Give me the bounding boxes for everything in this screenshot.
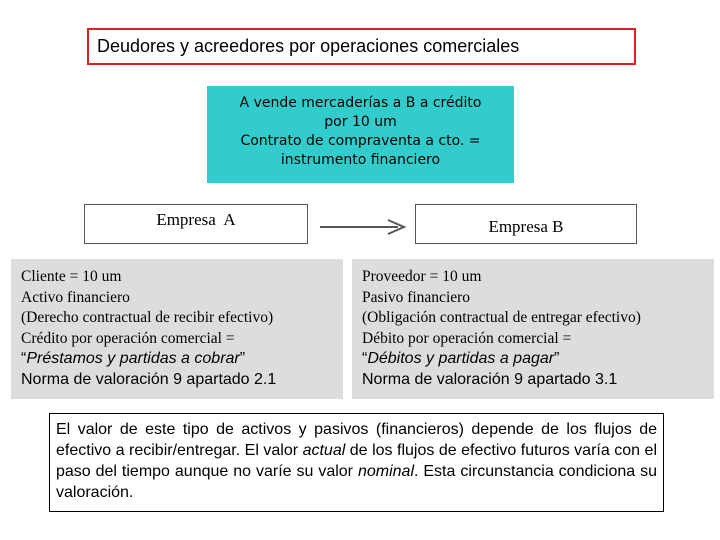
title-box (87, 28, 636, 65)
asset-right: (Derecho contractual de recibir efectivo) (21, 309, 274, 326)
company-b-detail (352, 259, 714, 399)
contract-line-1: A vende mercaderías a B a crédito (239, 95, 482, 111)
explanation-part-1: El valor de este tipo de activos y pasivos (financieros) depende de los flujos de efectivo a recibir/entregar. El valor (56, 421, 657, 459)
client-amount: Cliente = 10 um (21, 268, 122, 285)
company-b-box (415, 204, 637, 244)
diagram-title: Deudores y acreedores por operaciones comerciales (97, 36, 520, 56)
company-a-detail (11, 259, 343, 399)
company-b-name: Empresa B (488, 217, 564, 236)
liability-category (362, 349, 714, 370)
contract-line-4: instrumento financiero (280, 152, 441, 168)
supplier-amount: Proveedor = 10 um (362, 268, 482, 285)
open-quote: “ (362, 350, 368, 367)
contract-line-2: por 10 um (324, 114, 397, 130)
asset-category-name: Préstamos y partidas a cobrar (26, 350, 240, 367)
explanation-part-2: de los flujos de efectivo futuros varía con el paso del tiempo aunque no varíe su valor (56, 442, 657, 480)
asset-type: Activo financiero (21, 288, 130, 306)
company-a-name: Empresa A (156, 210, 236, 229)
credit-label: Crédito por operación comercial = (21, 329, 235, 347)
asset-category (21, 349, 343, 370)
liability-norm: Norma de valoración 9 apartado 3.1 (362, 370, 618, 388)
liability-type: Pasivo financiero (362, 288, 471, 306)
close-quote: ” (554, 350, 560, 367)
asset-norm: Norma de valoración 9 apartado 2.1 (21, 370, 277, 388)
open-quote: “ (21, 350, 27, 367)
explanation-part-3: . Esta circunstancia condiciona su valoración. (56, 463, 658, 501)
contract-line-3: Contrato de compraventa a cto. = (240, 133, 481, 149)
contract-box (207, 86, 514, 183)
liability-category-name: Débitos y partidas a pagar (367, 350, 555, 367)
explanation-text (56, 421, 657, 501)
liability-obligation: (Obligación contractual de entregar efectivo) (362, 309, 641, 326)
company-a-box (84, 204, 308, 244)
explanation-actual: actual (302, 442, 346, 459)
explanation-nominal: nominal (357, 463, 414, 480)
explanation-box (49, 413, 664, 512)
close-quote: ” (239, 350, 246, 367)
debit-label: Débito por operación comercial = (362, 329, 572, 347)
right-arrow-icon (318, 217, 410, 237)
